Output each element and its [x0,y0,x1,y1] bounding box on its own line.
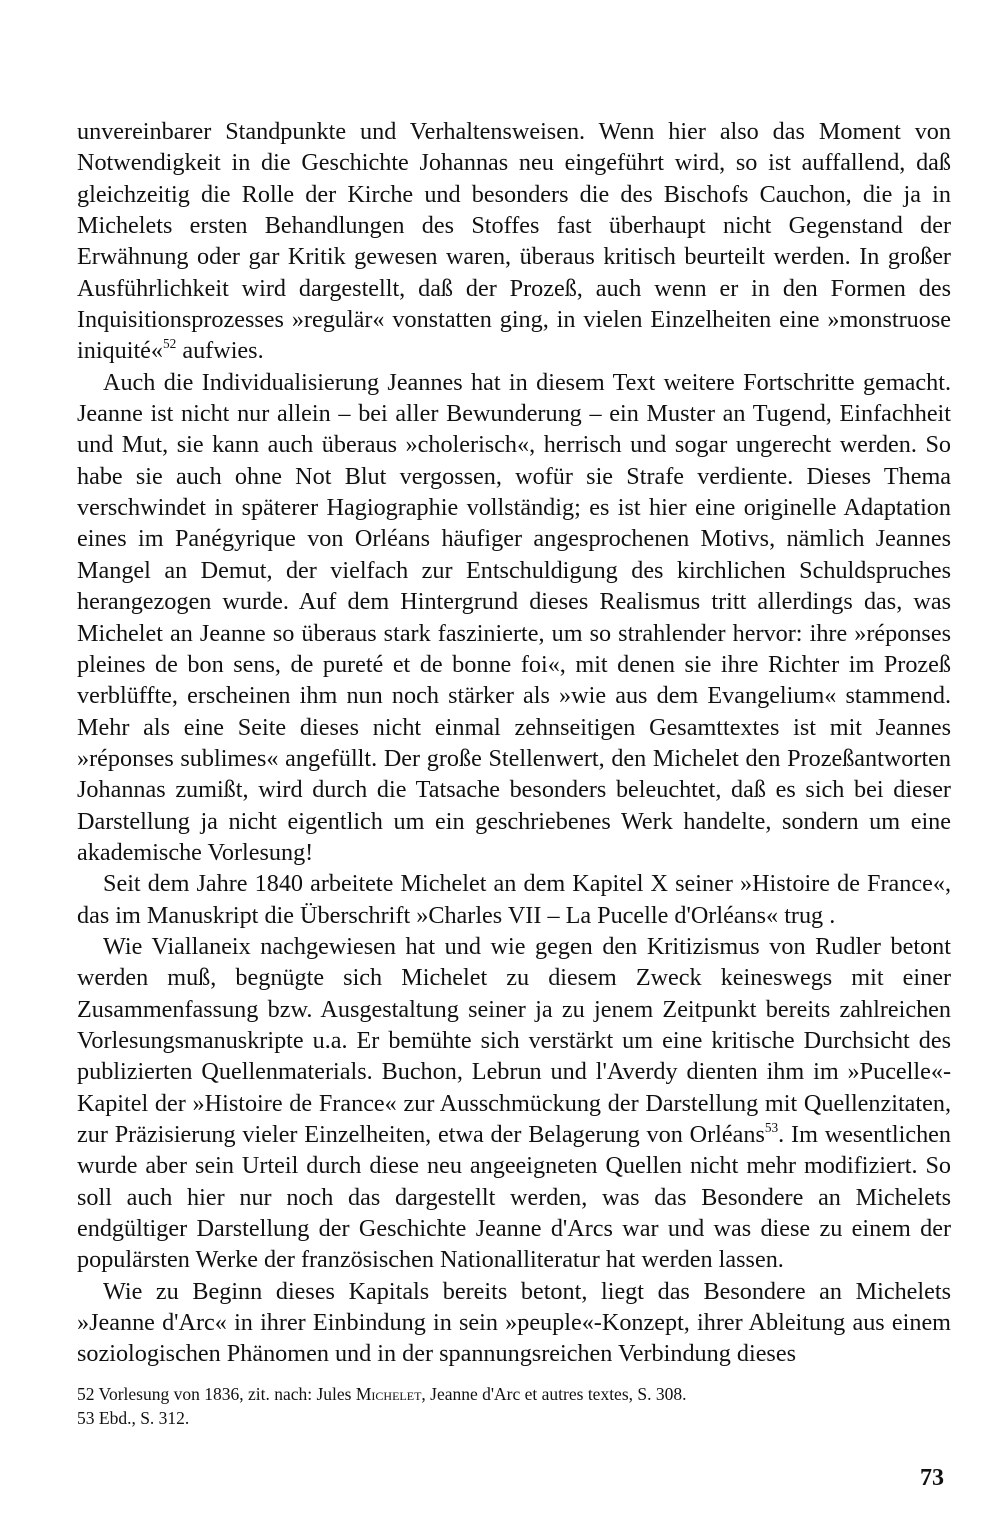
footnote [77,1382,951,1406]
text-run: aufwies. [176,337,264,365]
text-run: Auch die Individualisierung Jeannes hat in diesem Text weitere Fortschritte gemacht. Jeanne ist nicht nur allein – bei aller Bewunderung – ein Muster an Tugend, Einfachheit und Mut, sie kann auch überaus »cholerisch«, herrisch und sogar ungerecht werden. So habe sie auch ohne Not Blut vergossen, wofür sie Strafe verdiente. Dieses Thema verschwindet in späterer Hagiographie vollständig; es ist hier eine originelle Adaptation eines im Panégyrique von Orléans häufiger angesprochenen Motivs, nämlich Jeannes Mangel an Demut, der vielfach zur Entschuldigung des kirchlichen Schuldspruches herangezogen wurde. Auf dem Hintergrund dieses Realismus tritt allerdings das, was Michelet an Jeanne so überaus stark faszinierte, um so strahlender hervor: ihre »réponses pleines de bon sens, de pureté et de bonne foi«, mit denen sie ihre Richter im Prozeß verblüffte, erscheinen ihm nun noch stärker als »wie aus dem Evangelium« stammend. Mehr als eine Seite dieses nicht einmal zehnseitigen Gesamttextes ist mit Jeannes »réponses sublimes« angefüllt. Der große Stellenwert, den Michelet den Prozeßantworten Johannas zumißt, wird durch die Tatsache besonders beleuchtet, daß es sich bei dieser Darstellung ja nicht eigentlich um ein geschriebenes Werk handelte, sondern um eine akademische Vorlesung! [77,368,951,866]
text-run: , Jeanne d'Arc et autres textes, S. 308. [421,1384,687,1404]
page-number: 73 [920,1465,944,1491]
text-run: Wie zu Beginn dieses Kapitals bereits betont, liegt das Besondere an Michelets »Jeanne d'Arc« in ihrer Einbindung in sein »peuple«-Konzept, ihrer Ableitung aus einem soziologischen Phänomen und in der spannungsreichen Verbindung dieses [77,1277,951,1368]
footnotes [77,1382,951,1430]
paragraph [77,868,951,931]
paragraph [77,1276,951,1370]
text-run: Wie Viallaneix nachgewiesen hat und wie gegen den Kritizismus von Rudler betont werden muß, begnügte sich Michelet zu diesem Zweck keineswegs mit einer Zusammenfassung bzw. Ausgestaltung seiner ja zu jenem Zeitpunkt bereits zahlreichen Vorlesungsmanuskripte u.a. Er bemühte sich verstärkt um eine kritische Durchsicht des publizierten Quellenmaterials. Buchon, Lebrun und l'Averdy dienten ihm im »Pucelle«-Kapitel der »Histoire de France« zur Ausschmückung der Darstellung mit Quellenzitaten, zur Präzisierung vieler Einzelheiten, etwa der Belagerung von Orléans [77,932,951,1148]
footnote-reference: 53 [764,1120,779,1136]
text-run: 53 Ebd., S. 312. [77,1408,190,1428]
text-run: unvereinbarer Standpunkte und Verhaltensweisen. Wenn hier also das Moment von Notwendigkeit in die Geschichte Johannas neu eingeführt wird, so ist auffallend, daß gleichzeitig die Rolle der Kirche und besonders die des Bischofs Cauchon, die ja in Michelets ersten Behandlungen des Stoffes fast überhaupt nicht Gegenstand der Erwähnung oder gar Kritik gewesen waren, überaus kritisch beurteilt werden. In großer Ausführlichkeit wird dargestellt, daß der Prozeß, auch wenn er in den Formen des Inquisitionsprozesses »regulär« vonstatten ging, in vielen Einzelheiten eine »monstruose iniquité« [77,118,951,365]
paragraph [77,367,951,869]
text-run: . Im wesentlichen wurde aber sein Urteil durch diese neu angeeigneten Quellen nicht mehr modifiziert. So soll auch hier nur noch das dargestellt werden, was das Besondere an Michelets endgültiger Darstellung der Geschichte Jeanne d'Arcs war und was diese zu einem der populärsten Werke der französischen Nationalliteratur hat werden lassen. [77,1121,951,1274]
page-body [77,116,951,1370]
body-text [77,116,951,1370]
text-run: Seit dem Jahre 1840 arbeitete Michelet an dem Kapitel X seiner »Histoire de France«, das im Manuskript die Überschrift »Charles VII – La Pucelle d'Orléans« trug . [77,870,951,929]
text-run: 52 Vorlesung von 1836, zit. nach: Jules [77,1384,356,1404]
author-name-small-caps: Michelet [355,1384,422,1404]
paragraph [77,116,951,367]
footnote-reference: 52 [163,336,177,352]
paragraph [77,931,951,1276]
footnote [77,1406,951,1430]
